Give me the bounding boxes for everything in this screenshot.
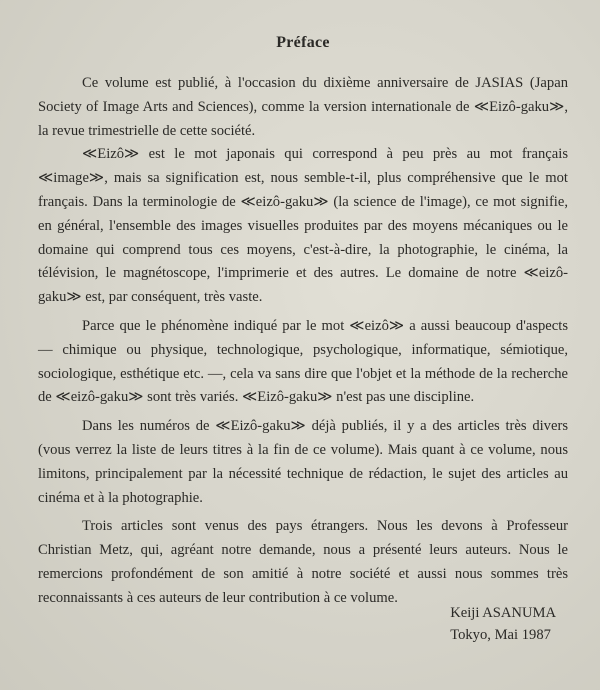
- signature-block: [450, 602, 556, 646]
- paragraph-5: Trois articles sont venus des pays étrangers. Nous les devons à Professeur Christian Metz, qui, agréant notre demande, nous a présenté leurs auteurs. Nous le remercions profondément de son amitié à notre société et aussi nous sommes très reconnaissants à ces auteurs de leur contribution à ce volume.: [38, 518, 568, 606]
- preface-body: [38, 72, 568, 611]
- paragraph-3: Parce que le phénomène indiqué par le mot ≪eizô≫ a aussi beaucoup d'aspects — chimique ou physique, technologique, psychologique, informatique, sémiotique, sociologique, esthétique etc. —, cela va sans dire que l'objet et la méthode de la recherche de ≪eizô-gaku≫ sont très variés. ≪Eizô-gaku≫ n'est pas une discipline.: [38, 317, 568, 406]
- paragraph-4: Dans les numéros de ≪Eizô-gaku≫ déjà publiés, il y a des articles très divers (vous verrez la liste de leurs titres à la fin de ce volume). Mais quant à ce volume, nous limitons, principalement par la nécessité technique de rédaction, le sujet des articles au cinéma et à la photographie.: [38, 418, 568, 506]
- page-title: Préface: [276, 34, 330, 51]
- paragraph-2: ≪Eizô≫ est le mot japonais qui correspond à peu près au mot français ≪image≫, mais sa signification est, nous semble-t-il, plus compréhensive que le mot français. Dans la terminologie de ≪eizô-gaku≫ (la science de l'image), ce mot signifie, en général, l'ensemble des images visuelles produites par des moyens mécaniques ou le domaine qui comprend tous ces moyens, c'est-à-dire, la photographie, le cinéma, la télévision, le magnétoscope, l'imprimerie et des autres. Le domaine de notre ≪eizô-gaku≫ est, par conséquent, très vaste.: [38, 146, 568, 306]
- signature-author: Keiji ASANUMA: [450, 605, 556, 621]
- paragraph-1: Ce volume est publié, à l'occasion du dixième anniversaire de JASIAS (Japan Society of Image Arts and Sciences), comme la version internationale de ≪Eizô-gaku≫, la revue trimestrielle de cette société.: [38, 75, 568, 139]
- signature-place-date: Tokyo, Mai 1987: [450, 627, 551, 643]
